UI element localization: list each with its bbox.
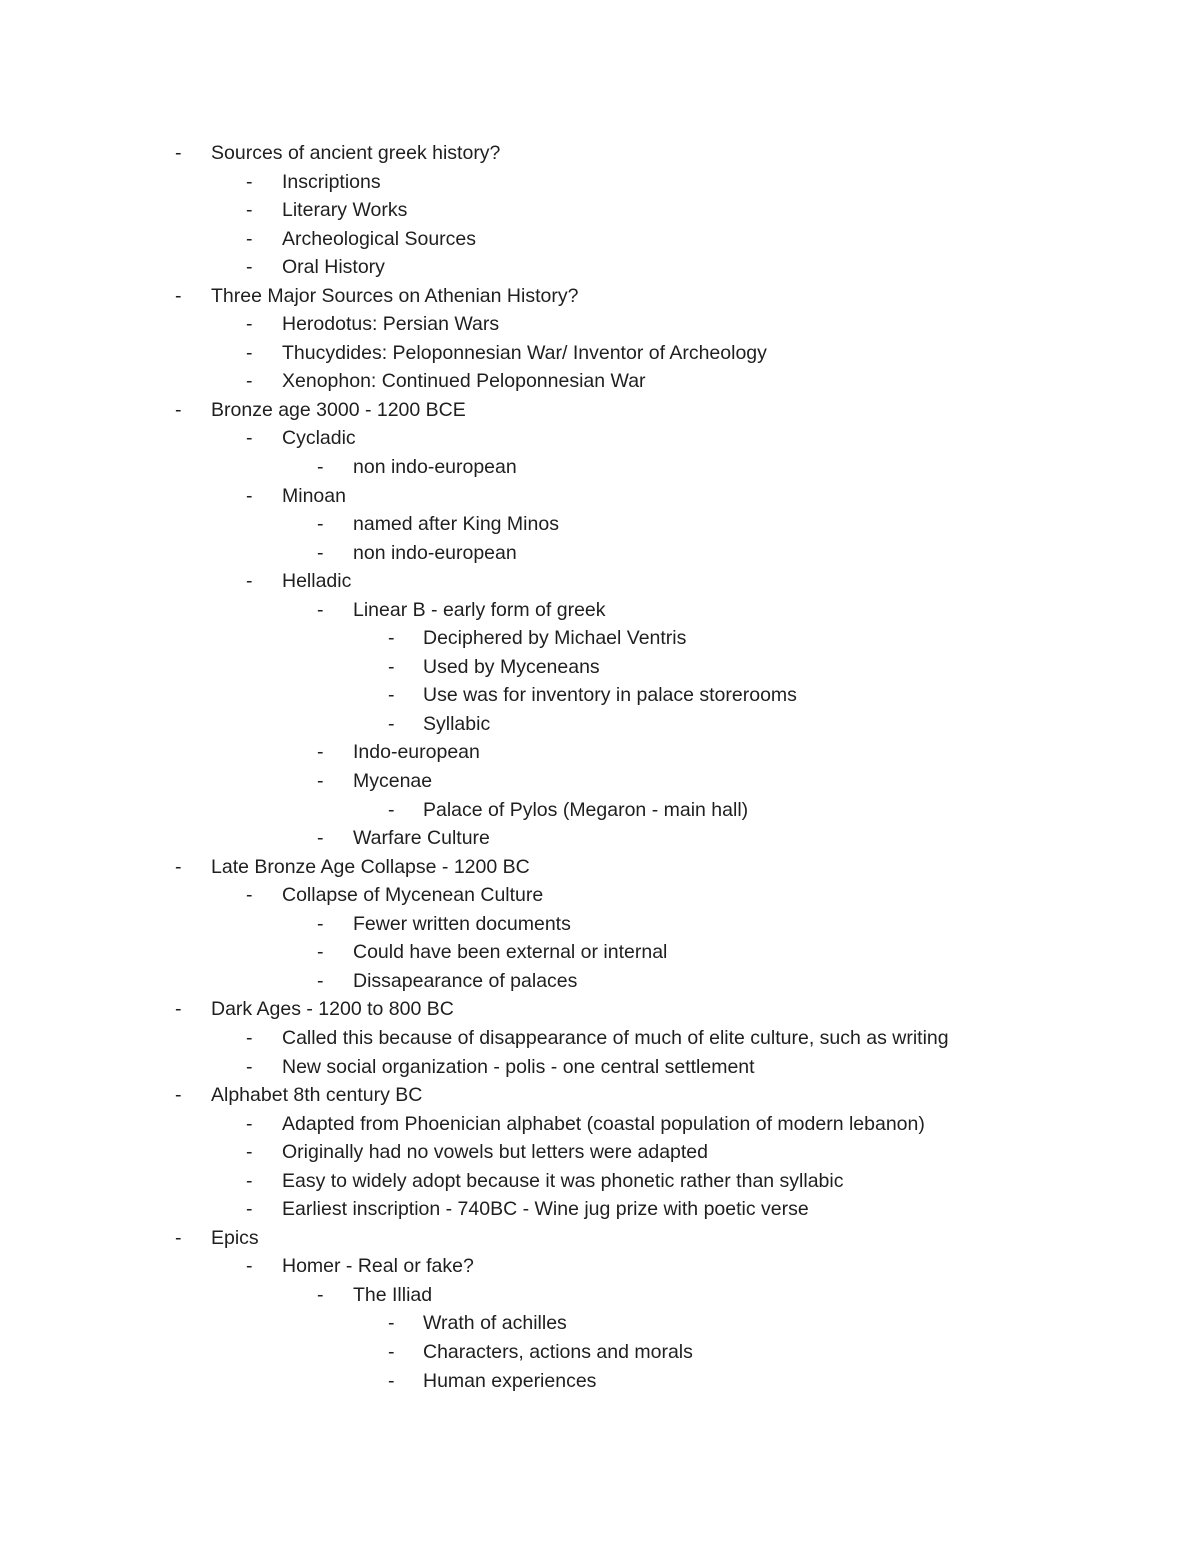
bullet-dash: - bbox=[175, 1084, 182, 1107]
bullet-dash: - bbox=[246, 256, 253, 279]
bullet-dash: - bbox=[175, 398, 182, 421]
outline-item-level-1 bbox=[0, 1167, 1200, 1196]
outline-item-text: The Illiad bbox=[353, 1283, 433, 1306]
outline-item-text: Three Major Sources on Athenian History? bbox=[211, 284, 579, 307]
outline-item-level-1 bbox=[0, 253, 1200, 282]
outline-item-text: Originally had no vowels but letters were adapted bbox=[282, 1141, 708, 1164]
outline-item-text: non indo-european bbox=[353, 541, 517, 564]
outline-item-text: Indo-european bbox=[353, 741, 480, 764]
bullet-dash: - bbox=[246, 1198, 253, 1221]
outline-item-level-2 bbox=[0, 767, 1200, 796]
outline-item-level-2 bbox=[0, 453, 1200, 482]
bullet-dash: - bbox=[388, 712, 395, 735]
outline-item-text: Easy to widely adopt because it was phonetic rather than syllabic bbox=[282, 1169, 844, 1192]
outline-item-text: Sources of ancient greek history? bbox=[211, 142, 501, 164]
bullet-dash: - bbox=[317, 598, 324, 621]
outline-item-level-2 bbox=[0, 596, 1200, 625]
outline-item-text: Called this because of disappearance of much of elite culture, such as writing bbox=[282, 1026, 949, 1049]
outline-item-text: Adapted from Phoenician alphabet (coastal population of modern lebanon) bbox=[282, 1112, 925, 1135]
outline-item-level-1 bbox=[0, 1138, 1200, 1167]
notes-outline bbox=[0, 139, 1200, 1395]
outline-item-level-1 bbox=[0, 1024, 1200, 1053]
bullet-dash: - bbox=[246, 427, 253, 450]
outline-item-text: Palace of Pylos (Megaron - main hall) bbox=[423, 798, 749, 821]
outline-item-level-3 bbox=[0, 653, 1200, 682]
outline-item-level-1 bbox=[0, 196, 1200, 225]
outline-item-level-3 bbox=[0, 710, 1200, 739]
outline-item-level-1 bbox=[0, 339, 1200, 368]
outline-item-text: Xenophon: Continued Peloponnesian War bbox=[282, 370, 646, 393]
bullet-dash: - bbox=[388, 627, 395, 650]
outline-item-level-3 bbox=[0, 1367, 1200, 1396]
outline-item-level-3 bbox=[0, 624, 1200, 653]
bullet-dash: - bbox=[246, 1169, 253, 1192]
bullet-dash: - bbox=[246, 341, 253, 364]
outline-item-text: Minoan bbox=[282, 484, 346, 507]
outline-item-level-1 bbox=[0, 567, 1200, 596]
outline-item-text: Herodotus: Persian Wars bbox=[282, 313, 500, 336]
bullet-dash: - bbox=[246, 570, 253, 593]
outline-item-text: Archeological Sources bbox=[282, 227, 477, 250]
outline-item-text: Inscriptions bbox=[282, 170, 381, 193]
bullet-dash: - bbox=[388, 798, 395, 821]
bullet-dash: - bbox=[246, 484, 253, 507]
outline-item-text: Collapse of Mycenean Culture bbox=[282, 884, 544, 907]
outline-item-level-1 bbox=[0, 1252, 1200, 1281]
outline-item-text: Thucydides: Peloponnesian War/ Inventor of Archeology bbox=[282, 341, 767, 364]
bullet-dash: - bbox=[246, 1255, 253, 1278]
outline-item-text: Late Bronze Age Collapse - 1200 BC bbox=[211, 855, 530, 878]
outline-item-level-3 bbox=[0, 796, 1200, 825]
outline-item-text: Mycenae bbox=[353, 770, 433, 793]
bullet-dash: - bbox=[246, 170, 253, 193]
bullet-dash: - bbox=[246, 884, 253, 907]
outline-item-text: Epics bbox=[211, 1226, 259, 1249]
outline-item-text: Earliest inscription - 740BC - Wine jug prize with poetic verse bbox=[282, 1198, 809, 1221]
bullet-dash: - bbox=[246, 370, 253, 393]
outline-item-level-2 bbox=[0, 738, 1200, 767]
outline-item-level-1 bbox=[0, 424, 1200, 453]
bullet-dash: - bbox=[317, 770, 324, 793]
outline-item-text: Literary Works bbox=[282, 199, 408, 222]
bullet-dash: - bbox=[175, 284, 182, 307]
bullet-dash: - bbox=[317, 541, 324, 564]
outline-item-level-1 bbox=[0, 168, 1200, 197]
outline-item-text: Characters, actions and morals bbox=[423, 1340, 693, 1363]
outline-item-level-1 bbox=[0, 310, 1200, 339]
outline-item-text: Bronze age 3000 - 1200 BCE bbox=[211, 398, 466, 421]
outline-item-level-0 bbox=[0, 139, 1200, 168]
bullet-dash: - bbox=[317, 456, 324, 479]
bullet-dash: - bbox=[246, 1112, 253, 1135]
bullet-dash: - bbox=[317, 912, 324, 935]
outline-item-level-2 bbox=[0, 510, 1200, 539]
bullet-dash: - bbox=[246, 1141, 253, 1164]
outline-item-level-1 bbox=[0, 225, 1200, 254]
outline-item-level-3 bbox=[0, 1309, 1200, 1338]
bullet-dash: - bbox=[246, 199, 253, 222]
bullet-dash: - bbox=[175, 855, 182, 878]
bullet-dash: - bbox=[388, 1312, 395, 1335]
outline-item-text: Alphabet 8th century BC bbox=[211, 1084, 423, 1107]
outline-item-text: Human experiences bbox=[423, 1369, 597, 1392]
outline-item-level-2 bbox=[0, 967, 1200, 996]
outline-item-level-0 bbox=[0, 995, 1200, 1024]
outline-item-level-0 bbox=[0, 853, 1200, 882]
outline-item-text: named after King Minos bbox=[353, 513, 559, 536]
outline-item-level-1 bbox=[0, 881, 1200, 910]
bullet-dash: - bbox=[175, 142, 182, 164]
outline-item-level-0 bbox=[0, 396, 1200, 425]
bullet-dash: - bbox=[317, 827, 324, 850]
bullet-dash: - bbox=[388, 655, 395, 678]
outline-item-text: Fewer written documents bbox=[353, 912, 571, 935]
bullet-dash: - bbox=[317, 741, 324, 764]
bullet-dash: - bbox=[175, 1226, 182, 1249]
document-page bbox=[0, 139, 1200, 1395]
bullet-dash: - bbox=[317, 513, 324, 536]
outline-item-level-0 bbox=[0, 282, 1200, 311]
bullet-dash: - bbox=[317, 969, 324, 992]
bullet-dash: - bbox=[388, 684, 395, 707]
bullet-dash: - bbox=[388, 1369, 395, 1392]
outline-item-text: Homer - Real or fake? bbox=[282, 1255, 474, 1278]
outline-item-level-2 bbox=[0, 910, 1200, 939]
outline-item-text: Linear B - early form of greek bbox=[353, 598, 606, 621]
outline-item-text: non indo-european bbox=[353, 456, 517, 479]
outline-item-text: New social organization - polis - one central settlement bbox=[282, 1055, 755, 1078]
bullet-dash: - bbox=[175, 998, 182, 1021]
outline-item-text: Deciphered by Michael Ventris bbox=[423, 627, 687, 650]
outline-item-level-1 bbox=[0, 1053, 1200, 1082]
bullet-dash: - bbox=[317, 1283, 324, 1306]
bullet-dash: - bbox=[246, 1055, 253, 1078]
bullet-dash: - bbox=[388, 1340, 395, 1363]
bullet-dash: - bbox=[246, 313, 253, 336]
outline-item-level-2 bbox=[0, 824, 1200, 853]
outline-item-text: Dissapearance of palaces bbox=[353, 969, 578, 992]
outline-item-text: Cycladic bbox=[282, 427, 356, 450]
outline-item-level-3 bbox=[0, 681, 1200, 710]
outline-item-text: Syllabic bbox=[423, 712, 491, 735]
bullet-dash: - bbox=[317, 941, 324, 964]
outline-item-text: Warfare Culture bbox=[353, 827, 490, 850]
outline-item-text: Wrath of achilles bbox=[423, 1312, 567, 1335]
outline-item-level-0 bbox=[0, 1224, 1200, 1253]
outline-item-level-2 bbox=[0, 938, 1200, 967]
outline-item-level-1 bbox=[0, 367, 1200, 396]
outline-item-level-1 bbox=[0, 482, 1200, 511]
outline-item-text: Use was for inventory in palace storerooms bbox=[423, 684, 797, 707]
outline-item-text: Helladic bbox=[282, 570, 352, 593]
outline-item-level-2 bbox=[0, 1281, 1200, 1310]
bullet-dash: - bbox=[246, 1026, 253, 1049]
outline-item-text: Used by Myceneans bbox=[423, 655, 600, 678]
bullet-dash: - bbox=[246, 227, 253, 250]
outline-item-level-3 bbox=[0, 1338, 1200, 1367]
outline-item-text: Dark Ages - 1200 to 800 BC bbox=[211, 998, 454, 1021]
outline-item-text: Oral History bbox=[282, 256, 385, 279]
outline-item-level-2 bbox=[0, 539, 1200, 568]
outline-item-level-0 bbox=[0, 1081, 1200, 1110]
outline-item-level-1 bbox=[0, 1110, 1200, 1139]
outline-item-text: Could have been external or internal bbox=[353, 941, 668, 964]
outline-item-level-1 bbox=[0, 1195, 1200, 1224]
